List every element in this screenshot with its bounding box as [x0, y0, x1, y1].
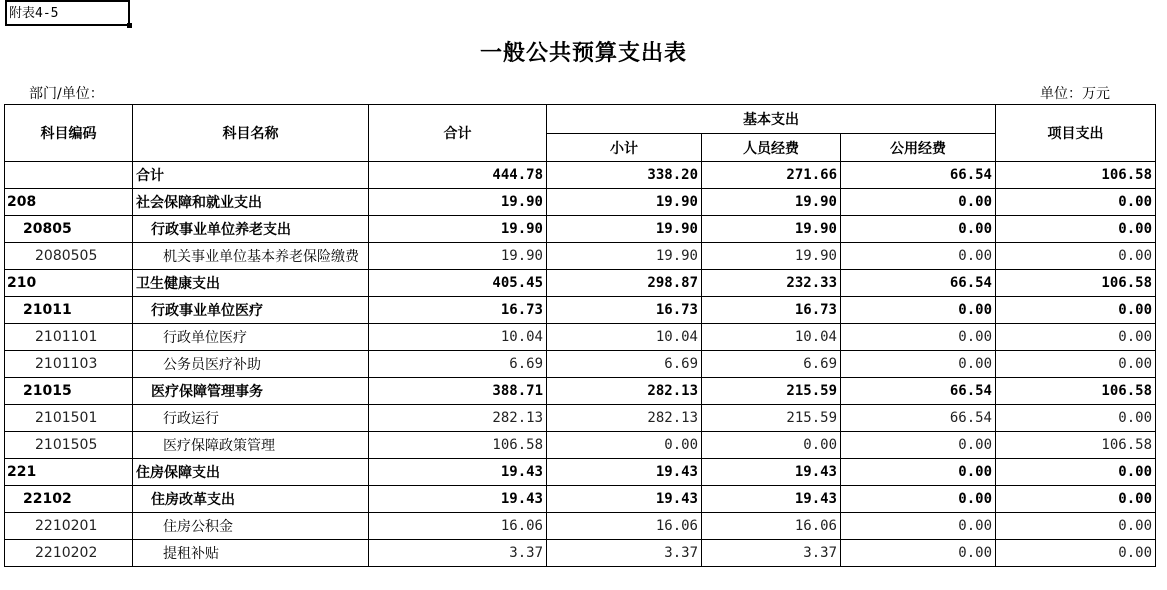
cell-public[interactable]: 66.54: [841, 378, 996, 405]
cell-project[interactable]: 0.00: [996, 243, 1156, 270]
cell-personnel[interactable]: 10.04: [702, 324, 841, 351]
cell-public[interactable]: 0.00: [841, 540, 996, 567]
table-body: [5, 162, 1156, 567]
cell-personnel[interactable]: 16.73: [702, 297, 841, 324]
cell-name[interactable]: 住房公积金: [133, 513, 369, 540]
unit-label: 单位：万元: [1040, 86, 1110, 102]
table-row: [5, 162, 1156, 189]
cell-name[interactable]: 社会保障和就业支出: [133, 189, 369, 216]
cell-code[interactable]: 2210202: [5, 540, 133, 567]
cell-code[interactable]: 210: [5, 270, 133, 297]
cell-personnel[interactable]: 19.90: [702, 216, 841, 243]
cell-public[interactable]: 66.54: [841, 270, 996, 297]
table-row: [5, 324, 1156, 351]
cell-public[interactable]: 0.00: [841, 351, 996, 378]
cell-personnel[interactable]: 215.59: [702, 378, 841, 405]
cell-code[interactable]: 221: [5, 459, 133, 486]
cell-code[interactable]: 20805: [5, 216, 133, 243]
cell-total[interactable]: 19.90: [369, 189, 547, 216]
cell-public[interactable]: 0.00: [841, 297, 996, 324]
cell-code[interactable]: 2101103: [5, 351, 133, 378]
header-subtotal[interactable]: 小计: [547, 134, 702, 162]
table-row: [5, 189, 1156, 216]
cell-total[interactable]: 6.69: [369, 351, 547, 378]
cell-total[interactable]: 19.43: [369, 486, 547, 513]
cell-subtotal[interactable]: 19.90: [547, 216, 702, 243]
cell-total[interactable]: 388.71: [369, 378, 547, 405]
table-row: [5, 432, 1156, 459]
cell-personnel[interactable]: 19.43: [702, 459, 841, 486]
cell-public[interactable]: 0.00: [841, 513, 996, 540]
cell-public[interactable]: 0.00: [841, 216, 996, 243]
cell-name[interactable]: 公务员医疗补助: [133, 351, 369, 378]
cell-name[interactable]: 行政单位医疗: [133, 324, 369, 351]
table-row: [5, 540, 1156, 567]
cell-name[interactable]: 医疗保障管理事务: [133, 378, 369, 405]
cell-total[interactable]: 405.45: [369, 270, 547, 297]
cell-project[interactable]: 0.00: [996, 189, 1156, 216]
cell-subtotal[interactable]: 6.69: [547, 351, 702, 378]
header-project[interactable]: 项目支出: [996, 105, 1156, 162]
cell-total[interactable]: 3.37: [369, 540, 547, 567]
cell-total[interactable]: 16.73: [369, 297, 547, 324]
cell-subtotal[interactable]: 0.00: [547, 432, 702, 459]
cell-project[interactable]: 106.58: [996, 162, 1156, 189]
cell-name[interactable]: 医疗保障政策管理: [133, 432, 369, 459]
cell-personnel[interactable]: 19.90: [702, 243, 841, 270]
header-code[interactable]: 科目编码: [5, 105, 133, 162]
cell-project[interactable]: 0.00: [996, 405, 1156, 432]
cell-name[interactable]: 行政事业单位医疗: [133, 297, 369, 324]
cell-total[interactable]: 19.90: [369, 243, 547, 270]
cell-public[interactable]: 0.00: [841, 486, 996, 513]
cell-project[interactable]: 0.00: [996, 297, 1156, 324]
cell-subtotal[interactable]: 19.90: [547, 189, 702, 216]
cell-subtotal[interactable]: 298.87: [547, 270, 702, 297]
cell-personnel[interactable]: 19.90: [702, 189, 841, 216]
cell-project[interactable]: 0.00: [996, 324, 1156, 351]
cell-code[interactable]: 21015: [5, 378, 133, 405]
cell-code[interactable]: 2080505: [5, 243, 133, 270]
cell-code[interactable]: 2101501: [5, 405, 133, 432]
cell-name[interactable]: 住房改革支出: [133, 486, 369, 513]
cell-code[interactable]: 21011: [5, 297, 133, 324]
cell-project[interactable]: 0.00: [996, 459, 1156, 486]
cell-code[interactable]: [5, 162, 133, 189]
cell-personnel[interactable]: 19.43: [702, 486, 841, 513]
cell-total[interactable]: 106.58: [369, 432, 547, 459]
cell-project[interactable]: 0.00: [996, 513, 1156, 540]
cell-public[interactable]: 66.54: [841, 405, 996, 432]
page-title: 一般公共预算支出表: [479, 40, 687, 66]
cell-personnel[interactable]: 3.37: [702, 540, 841, 567]
cell-total[interactable]: 282.13: [369, 405, 547, 432]
table-row: [5, 378, 1156, 405]
cell-total[interactable]: 19.43: [369, 459, 547, 486]
cell-project[interactable]: 0.00: [996, 216, 1156, 243]
cell-code[interactable]: 208: [5, 189, 133, 216]
cell-personnel[interactable]: 271.66: [702, 162, 841, 189]
cell-personnel[interactable]: 215.59: [702, 405, 841, 432]
table-row: [5, 459, 1156, 486]
cell-public[interactable]: 0.00: [841, 243, 996, 270]
cell-personnel[interactable]: 6.69: [702, 351, 841, 378]
cell-project[interactable]: 106.58: [996, 432, 1156, 459]
cell-name[interactable]: 机关事业单位基本养老保险缴费: [133, 243, 369, 270]
cell-total[interactable]: 16.06: [369, 513, 547, 540]
cell-name[interactable]: 合计: [133, 162, 369, 189]
table-row: [5, 297, 1156, 324]
cell-personnel[interactable]: 16.06: [702, 513, 841, 540]
cell-subtotal[interactable]: 19.43: [547, 459, 702, 486]
cell-public[interactable]: 0.00: [841, 324, 996, 351]
cell-project[interactable]: 106.58: [996, 270, 1156, 297]
cell-subtotal[interactable]: 16.06: [547, 513, 702, 540]
cell-code[interactable]: 2210201: [5, 513, 133, 540]
cell-code[interactable]: 2101505: [5, 432, 133, 459]
header-name[interactable]: 科目名称: [133, 105, 369, 162]
selected-cell-reference[interactable]: 附表4-5: [5, 0, 130, 26]
cell-subtotal[interactable]: 338.20: [547, 162, 702, 189]
cell-subtotal[interactable]: 282.13: [547, 378, 702, 405]
table-row: [5, 270, 1156, 297]
table-row: [5, 513, 1156, 540]
cell-code[interactable]: 2101101: [5, 324, 133, 351]
cell-subtotal[interactable]: 19.43: [547, 486, 702, 513]
cell-public[interactable]: 0.00: [841, 459, 996, 486]
table-row: [5, 351, 1156, 378]
budget-table: [4, 104, 1156, 567]
cell-public[interactable]: 66.54: [841, 162, 996, 189]
cell-project[interactable]: 0.00: [996, 351, 1156, 378]
cell-project[interactable]: 0.00: [996, 540, 1156, 567]
cell-personnel[interactable]: 232.33: [702, 270, 841, 297]
cell-name[interactable]: 提租补贴: [133, 540, 369, 567]
header-basic[interactable]: 基本支出: [547, 105, 996, 134]
cell-personnel[interactable]: 0.00: [702, 432, 841, 459]
department-label: 部门/单位：: [29, 86, 104, 102]
cell-subtotal[interactable]: 282.13: [547, 405, 702, 432]
cell-total[interactable]: 444.78: [369, 162, 547, 189]
cell-name[interactable]: 行政运行: [133, 405, 369, 432]
cell-subtotal[interactable]: 19.90: [547, 243, 702, 270]
cell-public[interactable]: 0.00: [841, 432, 996, 459]
header-public[interactable]: 公用经费: [841, 134, 996, 162]
cell-project[interactable]: 106.58: [996, 378, 1156, 405]
cell-name[interactable]: 行政事业单位养老支出: [133, 216, 369, 243]
cell-project[interactable]: 0.00: [996, 486, 1156, 513]
cell-subtotal[interactable]: 3.37: [547, 540, 702, 567]
cell-subtotal[interactable]: 10.04: [547, 324, 702, 351]
cell-total[interactable]: 10.04: [369, 324, 547, 351]
cell-subtotal[interactable]: 16.73: [547, 297, 702, 324]
header-total[interactable]: 合计: [369, 105, 547, 162]
table-row: [5, 243, 1156, 270]
table-row: [5, 216, 1156, 243]
cell-name[interactable]: 卫生健康支出: [133, 270, 369, 297]
header-personnel[interactable]: 人员经费: [702, 134, 841, 162]
cell-code[interactable]: 22102: [5, 486, 133, 513]
table-row: [5, 405, 1156, 432]
table-row: [5, 486, 1156, 513]
cell-total[interactable]: 19.90: [369, 216, 547, 243]
cell-public[interactable]: 0.00: [841, 189, 996, 216]
cell-name[interactable]: 住房保障支出: [133, 459, 369, 486]
